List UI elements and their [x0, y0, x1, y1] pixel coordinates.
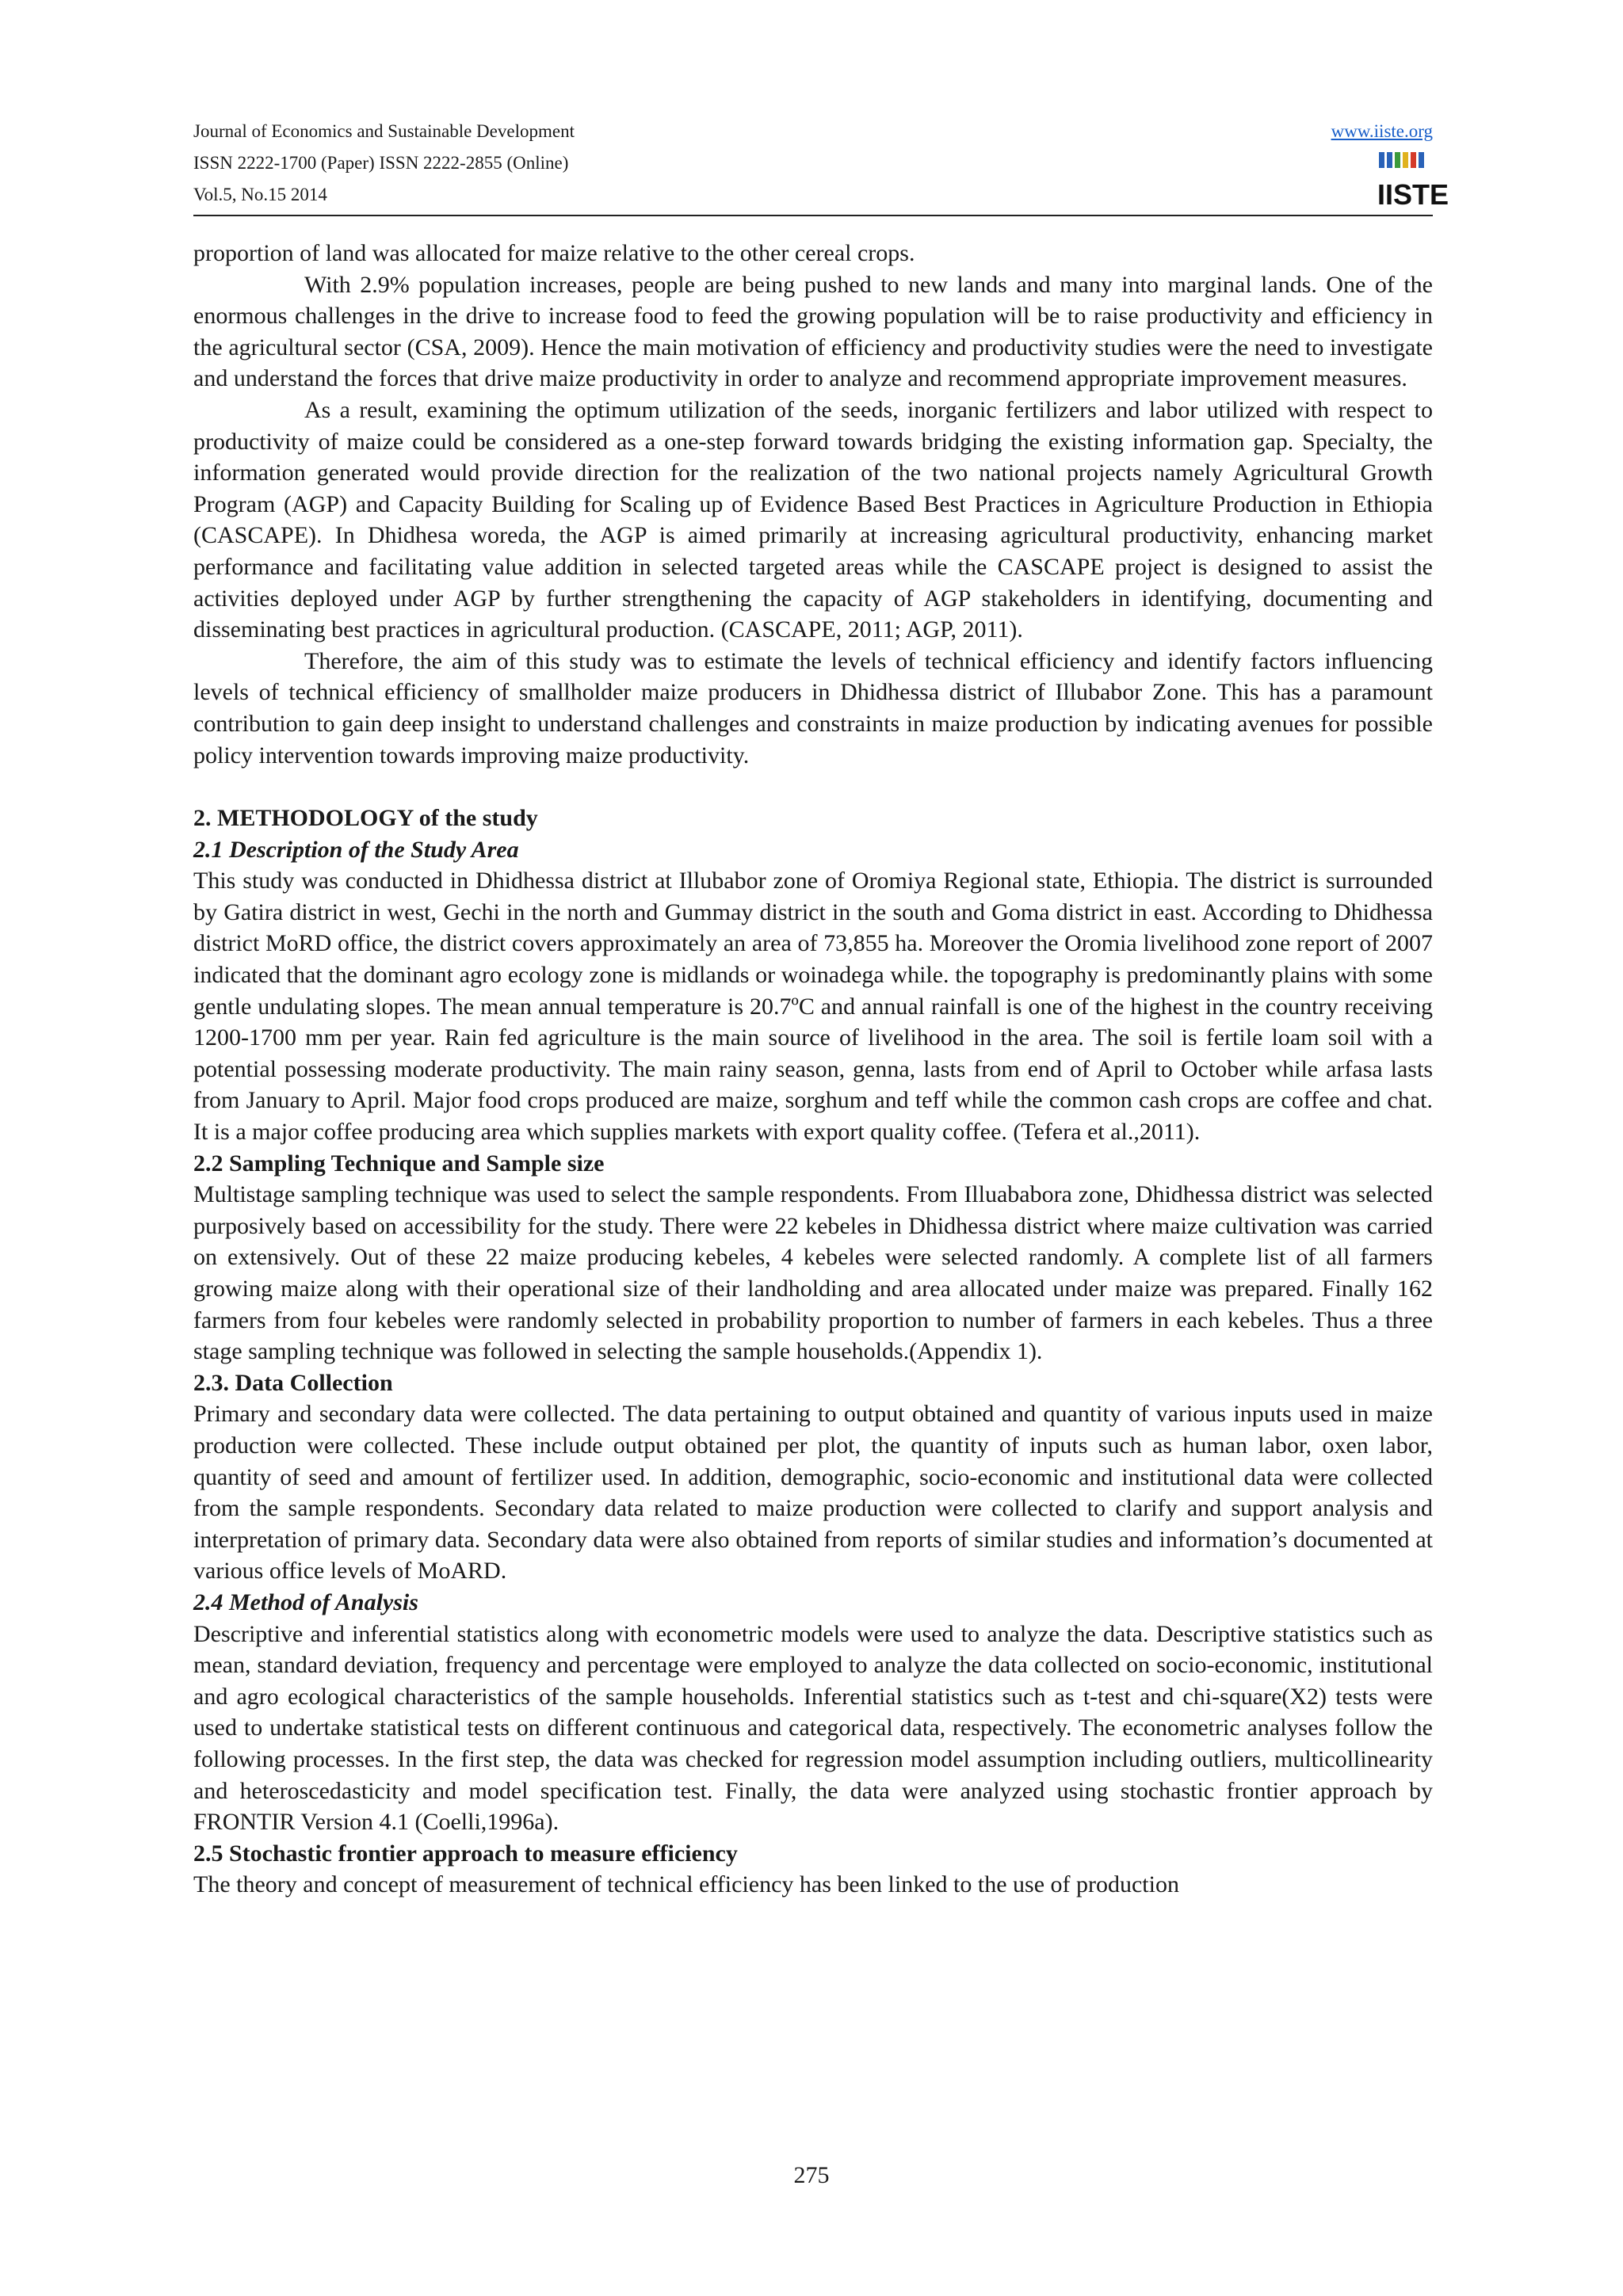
spacer	[193, 771, 1433, 803]
subsection-heading-sampling: 2.2 Sampling Technique and Sample size	[193, 1150, 605, 1177]
paragraph: Primary and secondary data were collected. The data pertaining to output obtained and quantity of various inputs used in maize production were collected. These include output obtained per plot, the quantity of inputs such as human labor, oxen labor, quantity of seed and amount of fertilizer used. In addition, demographic, socio-economic and institutional data were collected from the sample respondents. Secondary data related to maize production were collected to clarify and support analysis and interpretation of primary data. Secondary data were also obtained from reports of similar studies and information’s documented at various office levels of MoARD.	[193, 1401, 1433, 1585]
journal-website-link[interactable]: www.iiste.org	[1331, 121, 1433, 141]
issn-line: ISSN 2222-1700 (Paper) ISSN 2222-2855 (Online)	[193, 153, 569, 173]
paragraph: As a result, examining the optimum utilization of the seeds, inorganic fertilizers and labor utilized with respect to productivity of maize could be considered as a one-step forward towards bridging the existing information gap. Specialty, the information generated would provide direction for the realization of the two national projects namely Agricultural Growth Program (AGP) and Capacity Building for Scaling up of Evidence Based Best Practices in Agriculture Production in Ethiopia (CASCAPE). In Dhidhesa woreda, the AGP is aimed primarily at increasing agricultural productivity, enhancing market performance and facilitating value addition in selected targeted areas while the CASCAPE project is designed to assist the activities deployed under AGP by further strengthening the capacity of AGP stakeholders in identifying, documenting and disseminating best practices in agricultural production. (CASCAPE, 2011; AGP, 2011).	[193, 396, 1433, 643]
subsection-heading-study-area: 2.1 Description of the Study Area	[193, 836, 519, 863]
section-heading-methodology: 2. METHODOLOGY of the study	[193, 805, 538, 832]
volume-line: Vol.5, No.15 2014	[193, 185, 327, 204]
paragraph: Descriptive and inferential statistics along with econometric models were used to analyze the data. Descriptive statistics such as mean, standard deviation, frequency and percentage were employed to analyze the data collected on socio-economic, institutional and agro ecological characteristics of the sample households. Inferential statistics such as t-test and chi-square(X2) tests were used to undertake statistical tests on different continuous and categorical data, respectively. The econometric analyses follow the following processes. In the first step, the data was checked for regression model assumption including outliers, multicollinearity and heteroscedasticity and model specification test. Finally, the data were analyzed using stochastic frontier approach by FRONTIR Version 4.1 (Coelli,1996a).	[193, 1620, 1433, 1836]
header-rule	[193, 215, 1433, 216]
journal-title: Journal of Economics and Sustainable Development	[193, 121, 575, 141]
iiste-logo-icon	[1376, 151, 1449, 211]
subsection-heading-stochastic-frontier: 2.5 Stochastic frontier approach to measure efficiency	[193, 1840, 738, 1867]
paragraph: With 2.9% population increases, people are being pushed to new lands and many into marginal lands. One of the enormous challenges in the drive to increase food to feed the growing population will be to raise productivity and efficiency in the agricultural sector (CSA, 2009). Hence the main motivation of efficiency and productivity studies were the need to investigate and understand the forces that drive maize productivity in order to analyze and recommend appropriate improvement measures.	[193, 271, 1433, 392]
subsection-heading-method-of-analysis: 2.4 Method of Analysis	[193, 1589, 418, 1615]
paragraph: Therefore, the aim of this study was to estimate the levels of technical efficiency and identify factors influencing levels of technical efficiency of smallholder maize producers in Dhidhessa district of Illubabor Zone. This has a paramount contribution to gain deep insight to understand challenges and constraints in maize production by indicating avenues for possible policy intervention towards improving maize productivity.	[193, 647, 1433, 769]
page-number: 275	[793, 2162, 830, 2188]
article-body	[193, 238, 1433, 1901]
paragraph: proportion of land was allocated for maize relative to the other cereal crops.	[193, 240, 915, 266]
paragraph: Multistage sampling technique was used to select the sample respondents. From Illuababora zone, Dhidhessa district was selected purposively based on accessibility for the study. There were 22 kebeles in Dhidhessa district where maize cultivation was carried on extensively. Out of these 22 maize producing kebeles, 4 kebeles were selected randomly. A complete list of all farmers growing maize along with their operational size of their landholding and area allocated under maize was prepared. Finally 162 farmers from four kebeles were randomly selected in probability proportion to number of farmers in each kebeles. Thus a three stage sampling technique was followed in selecting the sample households.(Appendix 1).	[193, 1181, 1433, 1365]
paragraph: The theory and concept of measurement of technical efficiency has been linked to the use of production	[193, 1871, 1179, 1898]
running-header	[193, 116, 1449, 214]
svg-text:IISTE: IISTE	[1377, 178, 1449, 211]
paragraph: This study was conducted in Dhidhessa district at Illubabor zone of Oromiya Regional state, Ethiopia. The district is surrounded by Gatira district in west, Gechi in the north and Gummay district in the south and Goma district in east. According to Dhidhessa district MoRD office, the district covers approximately an area of 73,855 ha. Moreover the Oromia livelihood zone report of 2007 indicated that the dominant agro ecology zone is midlands or woinadega while. the topography is predominantly plains with some gentle undulating slopes. The mean annual temperature is 20.7ºC and annual rainfall is one of the highest in the country receiving 1200-1700 mm per year. Rain fed agriculture is the main source of livelihood in the area. The soil is fertile loam soil with a potential possessing moderate productivity. The main rainy season, genna, lasts from end of April to October while arfasa lasts from January to April. Major food crops produced are maize, sorghum and teff while the common cash crops are coffee and chat. It is a major coffee producing area which supplies markets with export quality coffee. (Tefera et al.,2011).	[193, 868, 1433, 1146]
subsection-heading-data-collection: 2.3. Data Collection	[193, 1369, 393, 1396]
